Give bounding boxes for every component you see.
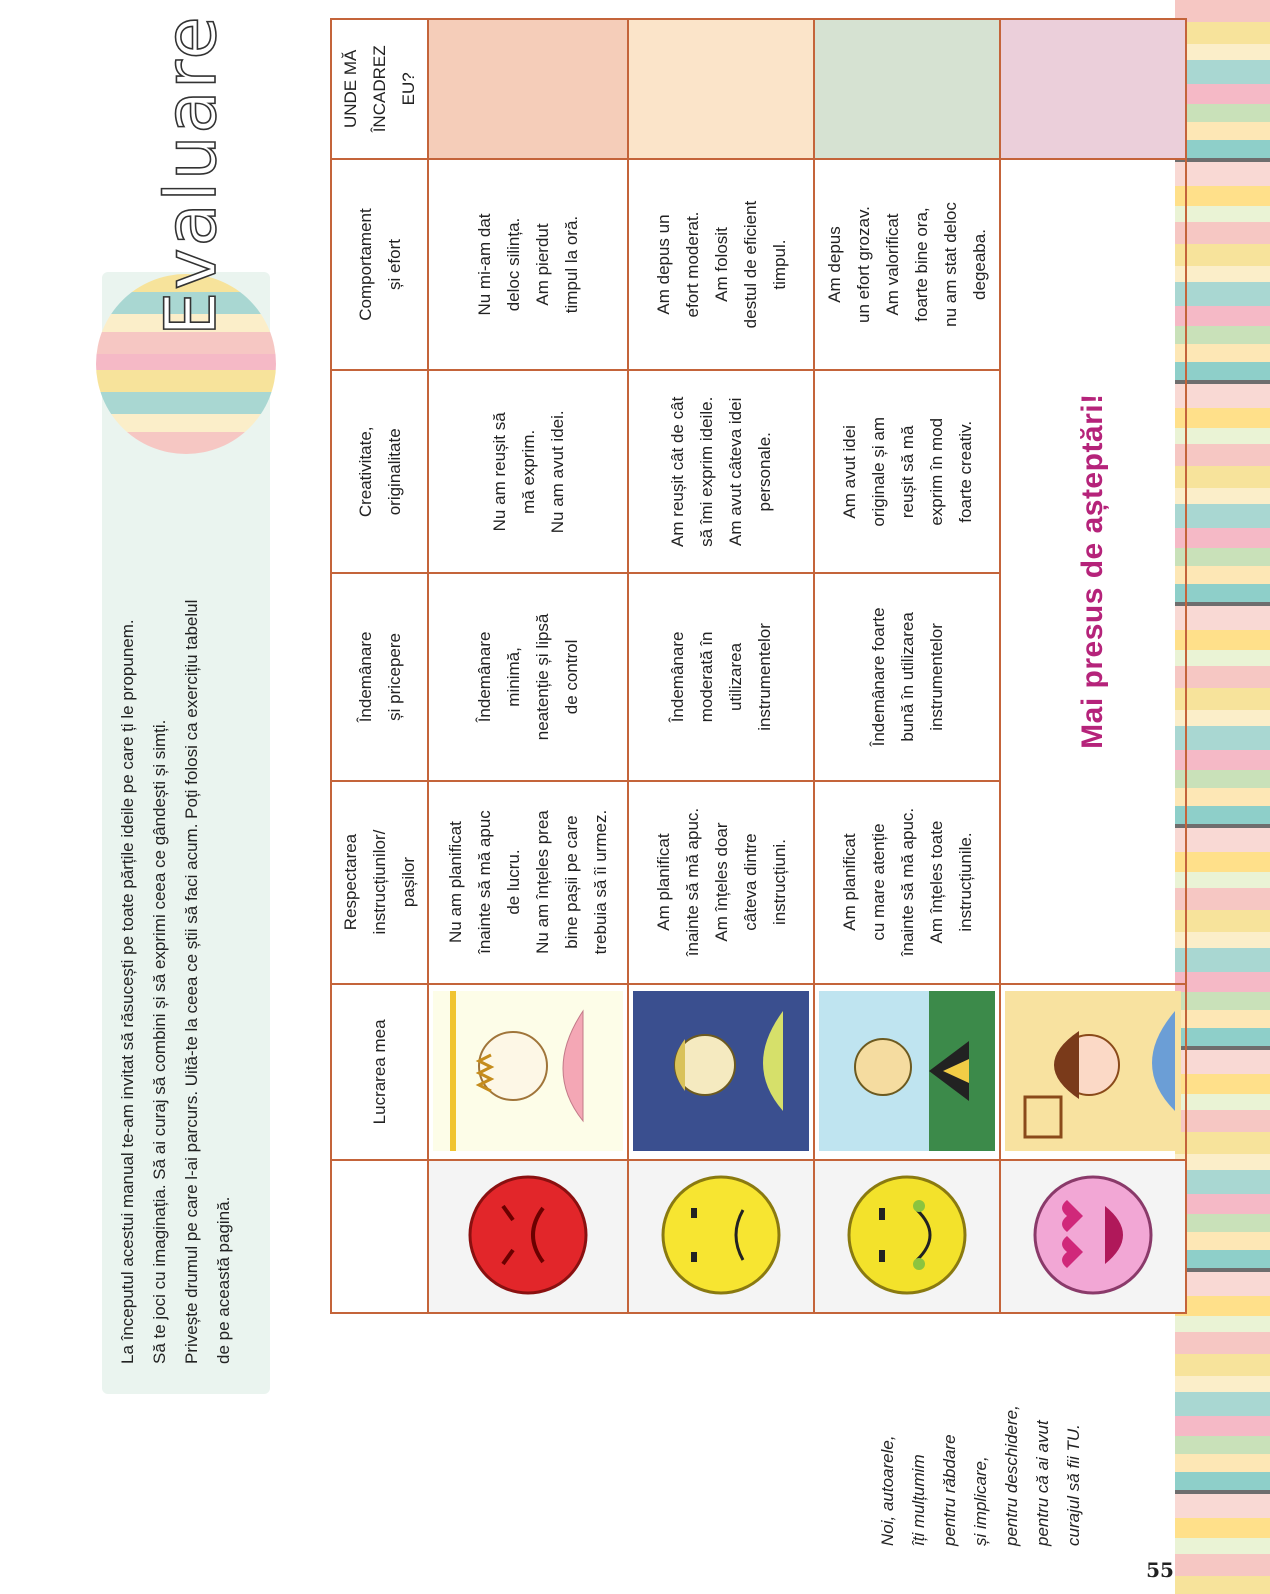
cell-line: Am valorificat	[883, 213, 902, 316]
child-drawing-image	[433, 991, 623, 1151]
cell-line: instrumentelor	[755, 623, 774, 731]
cell-line: Am reușit cât de cât	[668, 396, 687, 547]
thanks-line: pentru răbdare	[940, 1434, 959, 1546]
cell-line: înainte să mă apuc.	[897, 807, 917, 957]
table-row	[1000, 19, 1186, 1313]
creativitate-cell	[428, 370, 628, 573]
cell-line: Îndemânare foarte	[868, 607, 888, 747]
decorative-stripe	[1175, 0, 1270, 1594]
cell-line: de control	[562, 639, 581, 715]
unde-cell[interactable]	[428, 19, 628, 159]
intro-text	[112, 304, 240, 1364]
header-label: pașilor	[399, 857, 418, 908]
cell-line: Am planificat	[653, 833, 673, 931]
face-cell	[628, 1160, 814, 1313]
child-drawing-image	[819, 991, 995, 1151]
cell-line: de lucru.	[504, 849, 523, 915]
unde-cell[interactable]	[814, 19, 1000, 159]
cell-line: bine pașii pe care	[562, 815, 581, 949]
cell-line: Am depus	[825, 226, 844, 303]
comportament-cell	[628, 159, 814, 371]
face-cell	[428, 1160, 628, 1313]
respectarea-cell	[428, 781, 628, 984]
unde-cell[interactable]	[1000, 19, 1186, 159]
cell-line: un efort grozav.	[854, 206, 873, 323]
cell-line: instrumentelor	[926, 623, 946, 731]
cell-line: Îndemânare	[668, 631, 687, 723]
intro-line: Privește drumul pe care l-ai parcurs. Uită-te la ceea ce știi să faci acum. Poți folosi ca exercițiu tabelul	[182, 599, 201, 1364]
cell-line: personale.	[755, 432, 774, 512]
cell-line: să îmi exprim ideile.	[697, 396, 716, 547]
header-comportament	[331, 159, 428, 371]
header-unde	[331, 19, 428, 159]
mai-presus-cell	[1000, 159, 1186, 984]
face-cell	[1000, 1160, 1186, 1313]
drawing-cell	[814, 984, 1000, 1161]
thanks-line: și implicare,	[971, 1456, 990, 1546]
cell-line: mă exprim.	[518, 429, 538, 514]
thanks-line: Noi, autoarele,	[878, 1435, 897, 1546]
respectarea-cell	[814, 781, 1000, 984]
evaluation-table	[330, 18, 1187, 1314]
cell-line: timpul la oră.	[562, 215, 581, 314]
cell-line: trebuia să îi urmez.	[591, 809, 610, 955]
cell-line: Îndemânare	[475, 631, 494, 723]
intro-line: La începutul acestui manual te-am invitat să răsucești pe toate părțile ideile pe care ți le propunem.	[118, 619, 137, 1364]
heart-eyes-face-icon	[1005, 1166, 1181, 1304]
sad-face-icon	[633, 1166, 809, 1304]
angry-face-icon	[433, 1166, 623, 1304]
cell-line: Am depus un	[653, 214, 673, 315]
cell-line: Am folosit	[711, 227, 731, 302]
comportament-cell	[428, 159, 628, 371]
respectarea-cell	[628, 781, 814, 984]
header-label: Comportament	[355, 208, 375, 321]
cell-line: moderată în	[697, 631, 716, 723]
page-title: Evaluare	[150, 14, 232, 336]
header-lucrarea	[331, 984, 428, 1161]
cell-line: instrucțiunile.	[955, 832, 975, 932]
header-indemanare	[331, 573, 428, 780]
header-label: EU?	[399, 72, 418, 106]
face-cell	[814, 1160, 1000, 1313]
thanks-line: pentru deschidere,	[1002, 1405, 1021, 1546]
cell-line: minimă,	[504, 647, 523, 707]
header-label: ÎNCADREZ	[370, 45, 389, 133]
cell-line: cu mare atenție	[868, 823, 888, 941]
indemanare-cell	[814, 573, 1000, 780]
cell-line: Nu am planificat	[446, 821, 465, 943]
cell-line: destul de eficient	[740, 200, 760, 329]
cell-line: Nu am reușit să	[489, 412, 509, 532]
child-drawing-image	[633, 991, 809, 1151]
drawing-cell	[1000, 984, 1186, 1161]
cell-line: foarte bine ora,	[912, 207, 931, 322]
header-row	[331, 19, 428, 1313]
cell-line: deloc silința.	[504, 217, 523, 312]
header-label: Lucrarea mea	[370, 1019, 389, 1125]
cell-line: înainte să mă apuc.	[682, 807, 702, 957]
cell-line: bună în utilizarea	[897, 612, 917, 742]
cell-line: neatenție și lipsă	[533, 613, 552, 741]
thanks-line: pentru că ai avut	[1033, 1420, 1052, 1546]
comportament-cell	[814, 159, 1000, 371]
page-number: 55	[1146, 1558, 1174, 1583]
drawing-cell	[428, 984, 628, 1161]
cell-line: Nu mi-am dat	[475, 213, 494, 316]
mai-presus-label: Mai presus de așteptări!	[1076, 393, 1109, 749]
cell-line: instrucțiuni.	[769, 839, 789, 926]
cell-line: Am planificat	[839, 833, 859, 931]
intro-line: Să te joci cu imaginația. Să ai curaj să combini și să exprimi ceea ce gândești și simți.	[150, 719, 169, 1364]
header-label: și pricepere	[384, 633, 404, 721]
header-label: Creativitate,	[355, 426, 375, 518]
cell-line: utilizarea	[726, 642, 745, 711]
intro-line: de pe această pagină.	[214, 1196, 233, 1364]
cell-line: câteva dintre	[740, 833, 760, 931]
cell-line: Am avut idei	[839, 425, 859, 519]
cell-line: efort moderat.	[682, 211, 702, 318]
table-row	[628, 19, 814, 1313]
cell-line: nu am stat deloc	[941, 202, 960, 327]
header-label: originalitate	[384, 428, 404, 516]
indemanare-cell	[628, 573, 814, 780]
header-label: Respectarea	[341, 833, 360, 931]
cell-line: Nu am înțeles prea	[533, 810, 552, 954]
cell-line: originale și am	[868, 417, 888, 527]
cell-line: Am înțeles toate	[926, 820, 946, 944]
header-creativitate	[331, 370, 428, 573]
header-label: Îndemânare	[355, 631, 375, 723]
table-row	[814, 19, 1000, 1313]
cell-line: înainte să mă apuc	[475, 810, 494, 954]
cell-line: Am înțeles doar	[711, 822, 731, 942]
table-row	[428, 19, 628, 1313]
header-label: UNDE MĂ	[341, 49, 360, 129]
cell-line: Am avut câteva idei	[726, 397, 745, 546]
cell-line: foarte creativ.	[955, 420, 975, 523]
thanks-note	[872, 1296, 1089, 1546]
header-label: și efort	[384, 239, 404, 291]
blank-cell	[331, 1160, 428, 1313]
drawing-cell	[628, 984, 814, 1161]
cell-line: exprim în mod	[926, 417, 946, 526]
smiling-face-icon	[819, 1166, 995, 1304]
creativitate-cell	[814, 370, 1000, 573]
thanks-line: curajul să fii TU.	[1064, 1424, 1083, 1546]
thanks-line: îți mulțumim	[909, 1454, 928, 1546]
cell-line: Am pierdut	[533, 223, 552, 306]
creativitate-cell	[628, 370, 814, 573]
cell-line: Nu am avut idei.	[547, 410, 567, 534]
cell-line: reușit să mă	[897, 425, 917, 519]
cell-line: degeaba.	[970, 229, 989, 300]
indemanare-cell	[428, 573, 628, 780]
header-label: instrucțiunilor/	[370, 829, 389, 935]
cell-line: timpul.	[769, 239, 789, 290]
unde-cell[interactable]	[628, 19, 814, 159]
child-drawing-image	[1005, 991, 1181, 1151]
header-respectarea	[331, 781, 428, 984]
